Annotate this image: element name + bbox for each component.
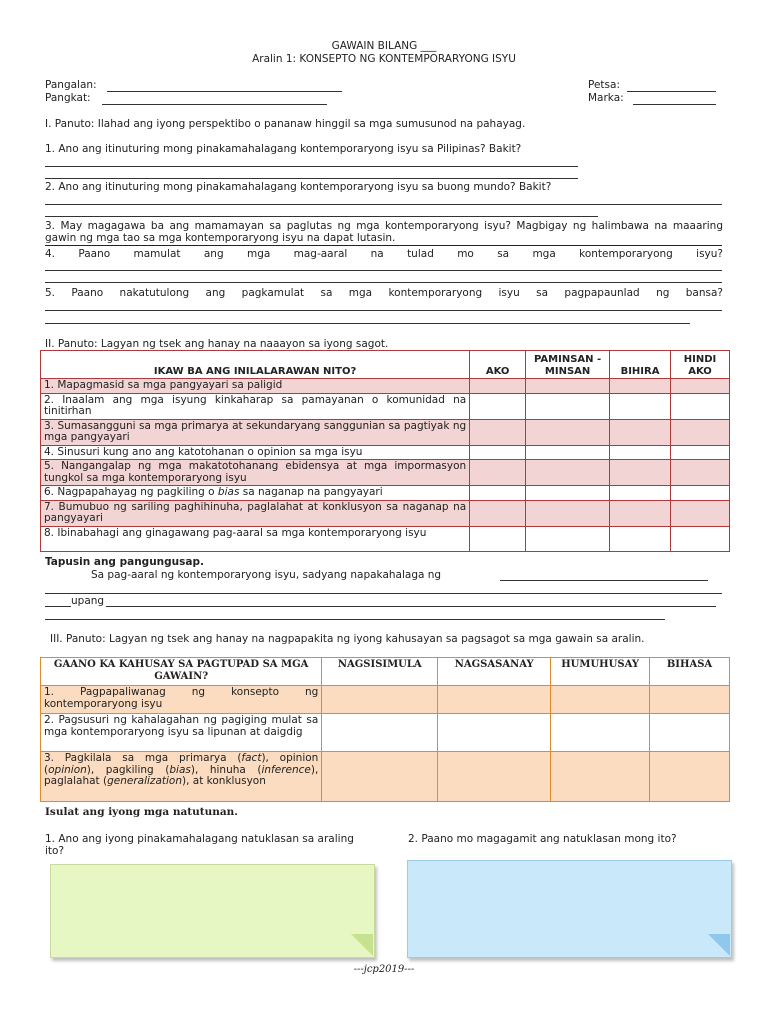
table-row — [41, 752, 730, 802]
complete-title: Tapusin ang pangungusap. — [45, 556, 204, 568]
table-row — [41, 460, 730, 486]
check-cell[interactable] — [322, 752, 438, 802]
table-header: BIHASA — [650, 658, 730, 686]
part1-instruction: I. Panuto: Ilahad ang iyong perspektibo o pananaw hinggil sa mga sumusunod na pahayag. — [45, 118, 526, 130]
table-header: NAGSISIMULA — [322, 658, 438, 686]
answer-line[interactable] — [45, 216, 598, 217]
check-cell[interactable] — [438, 686, 551, 714]
name-label: Pangalan: — [45, 79, 97, 91]
check-cell[interactable] — [551, 714, 650, 752]
table-row — [41, 393, 730, 419]
row-statement: 2. Inaalam ang mga isyung kinkaharap sa pamayanan o komunidad na tinitirhan — [41, 393, 470, 419]
check-cell[interactable] — [671, 486, 730, 501]
row-statement: 7. Bumubuo ng sariling paghihinuha, paglalahat at konklusyon sa naganap na pangyayari — [41, 500, 470, 526]
table-row — [41, 445, 730, 460]
check-cell[interactable] — [671, 393, 730, 419]
check-cell[interactable] — [610, 486, 671, 501]
check-cell[interactable] — [322, 714, 438, 752]
learning-question-1: 1. Ano ang iyong pinakamahalagang natuklasan sa araling ito? — [45, 833, 354, 857]
answer-line[interactable] — [45, 270, 722, 271]
check-cell[interactable] — [470, 393, 526, 419]
learnings-title: Isulat ang iyong mga natutunan. — [45, 806, 238, 818]
answer-line[interactable] — [45, 166, 578, 167]
answer-line[interactable] — [45, 619, 665, 620]
check-cell[interactable] — [438, 714, 551, 752]
row-statement: 4. Sinusuri kung ano ang katotohanan o opinion sa mga isyu — [41, 445, 470, 460]
answer-line[interactable] — [45, 606, 71, 607]
row-statement: 1. Mapagmasid sa mga pangyayari sa paligid — [41, 379, 470, 394]
section-label: Pangkat: — [45, 92, 91, 104]
check-cell[interactable] — [650, 686, 730, 714]
question-5: 5. Paano nakatutulong ang pagkamulat sa mga kontemporaryong isyu sa pagpapaunlad ng bansa? — [45, 287, 723, 299]
check-cell[interactable] — [610, 526, 671, 551]
table-header: NAGSASANAY — [438, 658, 551, 686]
check-cell[interactable] — [671, 526, 730, 551]
check-cell[interactable] — [526, 460, 610, 486]
row-statement: 2. Pagsusuri ng kahalagahan ng pagiging mulat sa mga kontemporaryong isyu sa lipunan at daigdig — [41, 714, 322, 752]
check-cell[interactable] — [526, 486, 610, 501]
check-cell[interactable] — [526, 500, 610, 526]
check-cell[interactable] — [470, 486, 526, 501]
check-cell[interactable] — [322, 686, 438, 714]
check-cell[interactable] — [470, 419, 526, 445]
table-header: IKAW BA ANG INILALARAWAN NITO? — [41, 351, 470, 379]
footer-credit: ---jcp2019--- — [353, 964, 415, 975]
check-cell[interactable] — [650, 714, 730, 752]
table-header: AKO — [470, 351, 526, 379]
question-3: 3. May magagawa ba ang mamamayan sa paglutas ng mga kontemporaryong isyu? Magbigay ng halimbawa na maaaring gawin ng mga tao sa mga kontemporaryong isyu na dapat lutasin. — [45, 220, 723, 244]
check-cell[interactable] — [470, 445, 526, 460]
check-cell[interactable] — [470, 500, 526, 526]
part3-instruction: III. Panuto: Lagyan ng tsek ang hanay na nagpapakita ng iyong kahusayan sa pagsagot sa mga gawain sa aralin. — [50, 633, 645, 645]
row-statement: 1. Pagpapaliwanag ng konsepto ng kontemporaryong isyu — [41, 686, 322, 714]
lesson-subtitle: Aralin 1: KONSEPTO NG KONTEMPORARYONG ISYU — [252, 53, 516, 65]
check-cell[interactable] — [671, 419, 730, 445]
complete-text: Sa pag-aaral ng kontemporaryong isyu, sadyang napakahalaga ng — [91, 569, 442, 581]
check-cell[interactable] — [470, 526, 526, 551]
question-2: 2. Ano ang itinuturing mong pinakamahalagang kontemporaryong isyu sa buong mundo? Bakit? — [45, 181, 552, 193]
row-statement: 8. Ibinabahagi ang ginagawang pag-aaral sa mga kontemporaryong isyu — [41, 526, 470, 551]
check-cell[interactable] — [610, 460, 671, 486]
check-cell[interactable] — [610, 379, 671, 394]
upang-text: upang — [71, 595, 105, 607]
answer-line[interactable] — [45, 204, 722, 205]
check-cell[interactable] — [526, 419, 610, 445]
check-cell[interactable] — [610, 419, 671, 445]
date-field[interactable] — [627, 91, 716, 92]
check-cell[interactable] — [526, 393, 610, 419]
check-cell[interactable] — [671, 379, 730, 394]
question-4: 4. Paano mamulat ang mga mag-aaral na tulad mo sa mga kontemporaryong isyu? — [45, 248, 723, 260]
answer-note-green[interactable] — [50, 864, 375, 958]
table-header: PAMINSAN -MINSAN — [526, 351, 610, 379]
learning-question-2: 2. Paano mo magagamit ang natuklasan mong ito? — [408, 833, 677, 845]
question-1: 1. Ano ang itinuturing mong pinakamahalagang kontemporaryong isyu sa Pilipinas? Bakit? — [45, 143, 522, 155]
date-label: Petsa: — [588, 79, 620, 91]
score-label: Marka: — [588, 92, 624, 104]
table-row — [41, 526, 730, 551]
answer-line[interactable] — [106, 606, 716, 607]
check-cell[interactable] — [671, 445, 730, 460]
check-cell[interactable] — [650, 752, 730, 802]
check-cell[interactable] — [610, 500, 671, 526]
table-row — [41, 714, 730, 752]
check-cell[interactable] — [671, 460, 730, 486]
check-cell[interactable] — [526, 526, 610, 551]
table-header: HINDI AKO — [671, 351, 730, 379]
check-cell[interactable] — [438, 752, 551, 802]
row-statement: 6. Nagpapahayag ng pagkiling o bias sa naganap na pangyayari — [41, 486, 470, 501]
answer-line[interactable] — [45, 310, 722, 311]
check-cell[interactable] — [470, 379, 526, 394]
answer-line[interactable] — [45, 593, 722, 594]
table-row — [41, 379, 730, 394]
part2-instruction: II. Panuto: Lagyan ng tsek ang hanay na naaayon sa iyong sagot. — [45, 338, 389, 350]
row-statement: 5. Nangangalap ng mga makatotohanang ebidensya at mga impormasyon tungkol sa mga kontemporaryong isyu — [41, 460, 470, 486]
answer-line[interactable] — [45, 282, 722, 283]
self-assessment-table — [40, 350, 730, 552]
table-row — [41, 686, 730, 714]
table-header: HUMUHUSAY — [551, 658, 650, 686]
check-cell[interactable] — [610, 445, 671, 460]
check-cell[interactable] — [526, 379, 610, 394]
table-row — [41, 486, 730, 501]
table-row — [41, 419, 730, 445]
row-statement: 3. Sumasangguni sa mga primarya at sekundaryang sanggunian sa pagtiyak ng mga pangyayari — [41, 419, 470, 445]
check-cell[interactable] — [671, 500, 730, 526]
worksheet-title: GAWAIN BILANG ___ — [331, 40, 437, 52]
answer-line[interactable] — [45, 323, 690, 324]
answer-line[interactable] — [45, 178, 578, 179]
check-cell[interactable] — [526, 445, 610, 460]
table-row — [41, 500, 730, 526]
note-curl-icon — [351, 934, 373, 956]
check-cell[interactable] — [470, 460, 526, 486]
check-cell[interactable] — [551, 752, 650, 802]
row-statement: 3. Pagkilala sa mga primarya (fact), opinion (opinion), pagkiling (bias), hinuha (inference), paglalahat (generalization), at konklusyon — [41, 752, 322, 802]
answer-note-blue[interactable] — [407, 860, 732, 958]
skill-rubric-table — [40, 657, 730, 802]
check-cell[interactable] — [551, 686, 650, 714]
table-header: GAANO KA KAHUSAY SA PAGTUPAD SA MGA GAWAIN? — [41, 658, 322, 686]
check-cell[interactable] — [610, 393, 671, 419]
table-header: BIHIRA — [610, 351, 671, 379]
answer-line[interactable] — [500, 580, 708, 581]
score-field[interactable] — [633, 104, 716, 105]
section-field[interactable] — [102, 104, 327, 105]
note-curl-icon — [708, 934, 730, 956]
answer-line[interactable] — [45, 245, 722, 246]
name-field[interactable] — [107, 91, 342, 92]
